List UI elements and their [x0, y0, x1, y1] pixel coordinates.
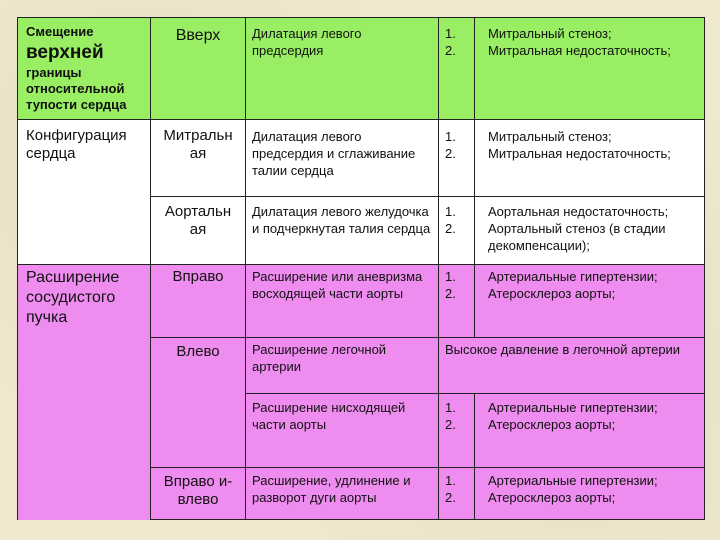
mitral-change: Дилатация левого предсердия и сглаживание талии сердца — [245, 119, 439, 197]
pulmonary-disease: Высокое давление в легочной артерии — [438, 337, 705, 394]
right-diseases — [474, 264, 705, 338]
pulmonary-change: Расширение легочной артерии — [245, 337, 439, 394]
num-1: 1. — [445, 400, 456, 415]
num-2: 2. — [445, 146, 456, 161]
upper-border-direction: Вверх — [150, 17, 246, 120]
right-nums — [438, 264, 475, 338]
aortic-nums — [438, 196, 475, 265]
num-1: 1. — [445, 129, 456, 144]
upper-border-label-word2: верхней — [26, 42, 104, 63]
num-1: 1. — [445, 204, 456, 219]
disease-2: Атеросклероз аорты; — [488, 417, 616, 432]
disease-2: Аортальный стеноз (в стадии декомпенсации); — [488, 221, 666, 253]
vascular-label: Расширение сосудистого пучка — [17, 264, 151, 520]
num-2: 2. — [445, 286, 456, 301]
both-change: Расширение, удлинение и разворот дуги аорты — [245, 467, 439, 520]
num-1: 1. — [445, 473, 456, 488]
num-2: 2. — [445, 490, 456, 505]
num-2: 2. — [445, 417, 456, 432]
num-2: 2. — [445, 221, 456, 236]
upper-border-nums — [438, 17, 475, 120]
configuration-label: Конфигурация сердца — [17, 119, 151, 265]
aortic-diseases — [474, 196, 705, 265]
disease-1: Аортальная недостаточность; — [488, 204, 669, 219]
descending-change: Расширение нисходящей части аорты — [245, 393, 439, 468]
upper-border-diseases — [474, 17, 705, 120]
right-direction: Вправо — [150, 264, 246, 338]
upper-border-label-word1: Смещение — [26, 24, 94, 39]
disease-2: Митральная недостаточность; — [488, 146, 671, 161]
upper-border-label-rest: границы относительной тупости сердца — [26, 65, 127, 112]
aortic-type: Аортальн ая — [150, 196, 246, 265]
disease-1: Митральный стеноз; — [488, 129, 612, 144]
disease-1: Артериальные гипертензии; — [488, 473, 658, 488]
disease-1: Артериальные гипертензии; — [488, 400, 658, 415]
num-2: 2. — [445, 43, 456, 58]
disease-2: Митральная недостаточность; — [488, 43, 671, 58]
aortic-change: Дилатация левого желудочка и подчеркнутая талия сердца — [245, 196, 439, 265]
descending-diseases — [474, 393, 705, 468]
upper-border-change: Дилатация левого предсердия — [245, 17, 439, 120]
num-1: 1. — [445, 269, 456, 284]
num-1: 1. — [445, 26, 456, 41]
disease-2: Атеросклероз аорты; — [488, 490, 616, 505]
mitral-diseases — [474, 119, 705, 197]
disease-1: Митральный стеноз; — [488, 26, 612, 41]
disease-1: Артериальные гипертензии; — [488, 269, 658, 284]
upper-border-label-cell — [17, 17, 151, 120]
descending-nums — [438, 393, 475, 468]
both-diseases — [474, 467, 705, 520]
mitral-nums — [438, 119, 475, 197]
left-direction: Влево — [150, 337, 246, 468]
right-change: Расширение или аневризма восходящей части аорты — [245, 264, 439, 338]
mitral-type: Митральн ая — [150, 119, 246, 197]
both-nums — [438, 467, 475, 520]
disease-2: Атеросклероз аорты; — [488, 286, 616, 301]
both-direction: Вправо и- влево — [150, 467, 246, 520]
